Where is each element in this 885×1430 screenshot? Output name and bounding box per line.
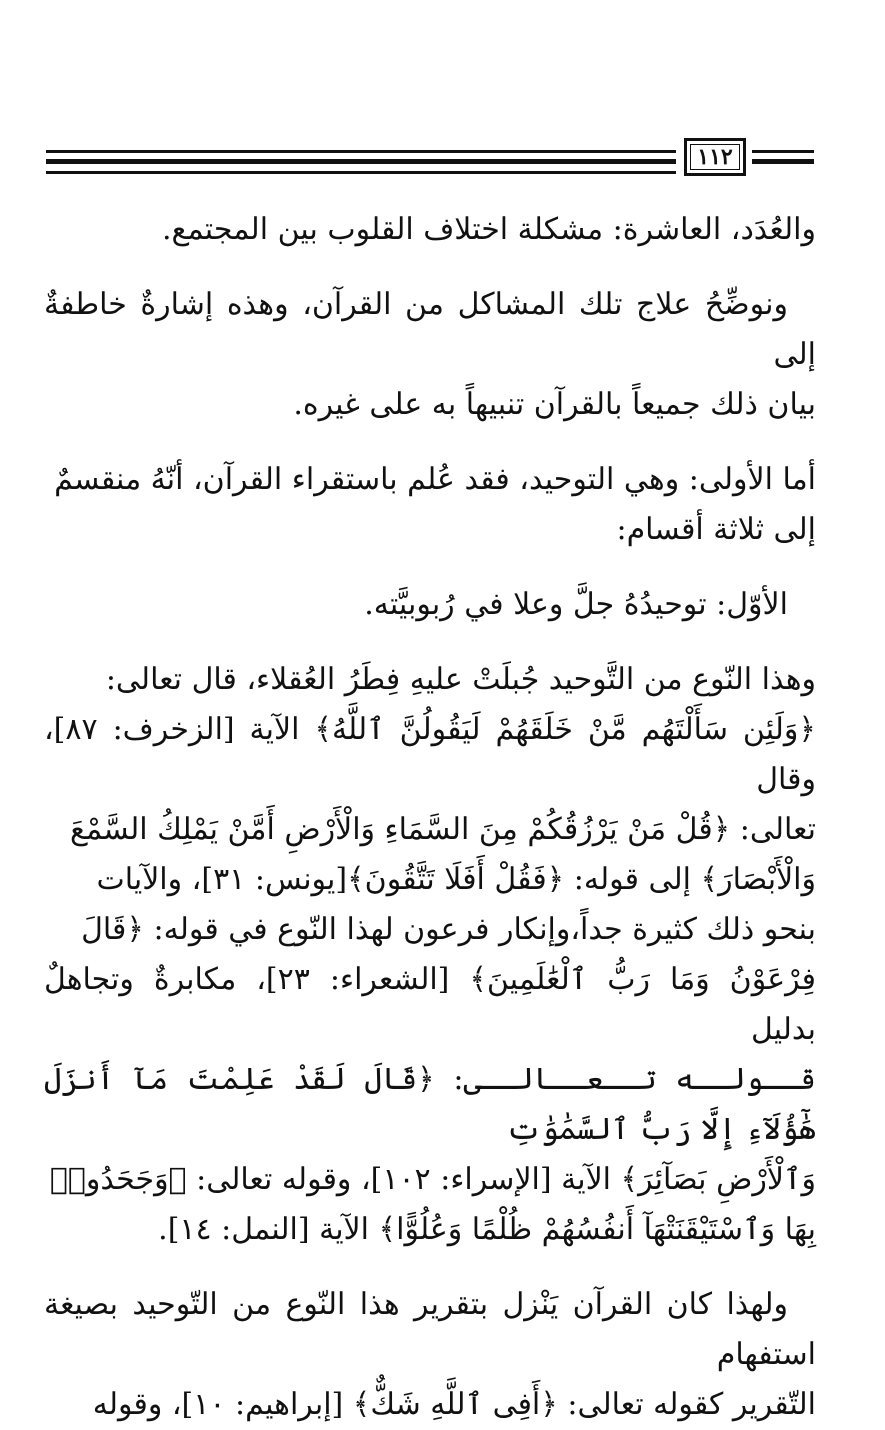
text-line: فِرْعَوْنُ وَمَا رَبُّ ٱلْعَٰلَمِينَ﴾ [الشعراء: ٢٣]، مكابرةٌ وتجاهلٌ بدليل — [44, 962, 816, 1047]
text-line: وَٱلْأَرْضِ بَصَآئِرَ﴾ الآية [الإسراء: ١٠٢]، وقوله تعالى: ﴿وَجَحَدُوا۟ — [49, 1162, 816, 1197]
text-line: أما الأولى: وهي التوحيد، فقد عُلم باستقراء القرآن، أنّهُ منقسمٌ — [54, 462, 816, 497]
text-line: التّقرير كقوله تعالى: ﴿أَفِى ٱللَّهِ شَكٌّ﴾ [إبراهيم: ١٠]، وقوله — [92, 1387, 816, 1422]
paragraph-affirmation — [44, 1280, 816, 1430]
text-line: ﴿وَلَئِن سَأَلْتَهُم مَّنْ خَلَقَهُمْ لَيَقُولُنَّ ٱللَّهُ﴾ الآية [الزخرف: ٨٧]، وقال — [44, 712, 816, 797]
header-rule — [752, 150, 814, 153]
header-rule — [46, 171, 676, 174]
text-line: ولهذا كان القرآن يَنْزل بتقرير هذا النّوع من التّوحيد بصيغة استفهام — [44, 1287, 816, 1372]
header-rule — [46, 159, 676, 164]
text-line: وَالْأَبْصَارَ﴾ إلى قوله: ﴿فَقُلْ أَفَلَا تَتَّقُونَ﴾[يونس: ٣١]، والآيات — [96, 862, 816, 897]
text-line: وهذا النّوع من التَّوحيد جُبلَتْ عليهِ فِطَرُ العُقلاء، قال تعالى: — [105, 662, 816, 697]
text-line: بِهَا وَٱسْتَيْقَنَتْهَآ أَنفُسُهُمْ ظُلْمًا وَعُلُوًّا﴾ الآية [النمل: ١٤]. — [158, 1212, 816, 1247]
text-line: قــولــه تــعــالــى: ﴿قَالَ لَقَدْ عَلِمْتَ مَآ أَنزَلَ هَٰٓؤُلَآءِ إِلَّا رَبُّ ٱلسَّمَٰوَٰتِ — [44, 1062, 816, 1147]
header-rule — [46, 150, 676, 153]
text-line: إلى ثلاثة أقسام: — [616, 512, 816, 547]
text-line: بنحو ذلك كثيرة جداً،وإنكار فرعون لهذا النّوع في قوله: ﴿قَالَ — [81, 912, 816, 947]
paragraph-closing-list — [44, 205, 816, 255]
paragraph-remedy-intro — [44, 280, 816, 430]
page-header — [46, 138, 814, 180]
paragraph-lordship — [44, 655, 816, 1255]
header-rule — [752, 159, 814, 164]
text-line: تعالى: ﴿قُلْ مَنْ يَرْزُقُكُمْ مِنَ السَّمَاءِ وَالْأَرْضِ أَمَّنْ يَمْلِكُ السَّمْعَ — [70, 812, 816, 847]
text-line: الأوّل: توحيدُهُ جلَّ وعلا في رُبوبيَّته. — [364, 587, 788, 622]
paragraph-first-type — [44, 580, 816, 630]
page-number: ١١٢ — [684, 138, 746, 176]
text-line: ونوضِّحُ علاج تلك المشاكل من القرآن، وهذه إشارةٌ خاطفةٌ إلى — [44, 287, 816, 372]
paragraph-first-topic — [44, 455, 816, 555]
text-line: بيان ذلك جميعاً بالقرآن تنبيهاً به على غيره. — [293, 387, 816, 422]
text-line: والعُدَد، العاشرة: مشكلة اختلاف القلوب بين المجتمع. — [161, 212, 816, 247]
page-body — [44, 205, 816, 1430]
